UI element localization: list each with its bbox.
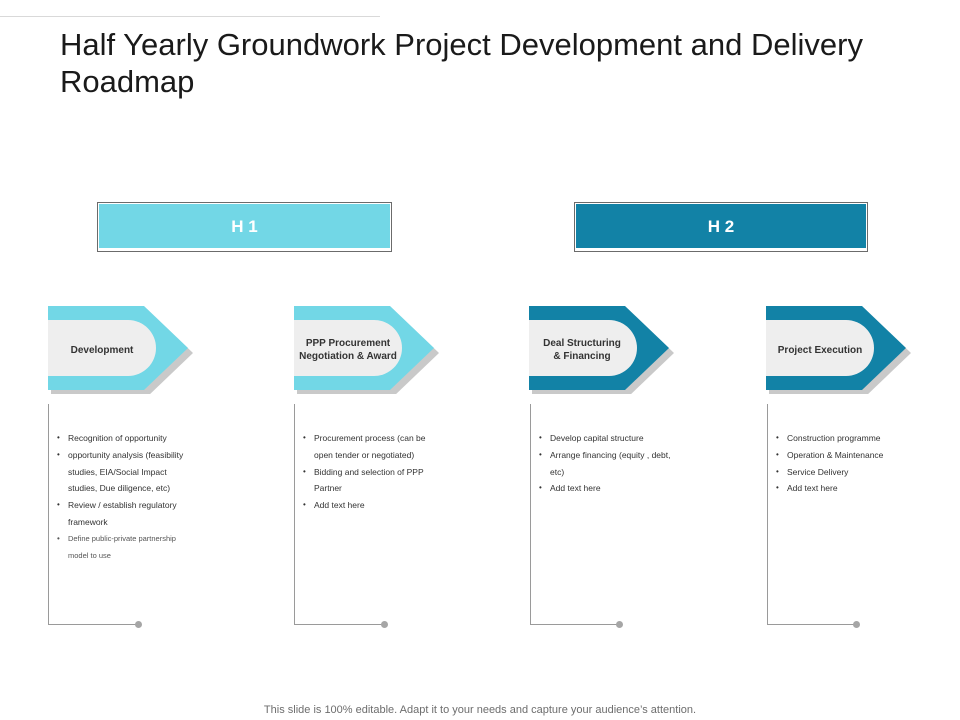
slide-title: Half Yearly Groundwork Project Development and Delivery Roadmap — [60, 27, 863, 99]
list-item: • Operation & Maintenance — [767, 447, 917, 464]
stage-ppp-arrow — [294, 306, 442, 394]
stage-ppp-label: PPP Procurement Negotiation & Award — [299, 338, 397, 362]
list-item: • Review / establish regulatory framework — [48, 497, 188, 531]
list-item: • Define public-private partnership model to use — [48, 531, 188, 565]
stage-development-bullets — [48, 430, 188, 564]
footer-note: This slide is 100% editable. Adapt it to your needs and capture your audience’s attention. — [263, 704, 697, 716]
list-item: • Add text here — [767, 480, 917, 497]
stage-deal-bullets — [530, 430, 675, 497]
stage-execution-arrow — [766, 306, 914, 394]
top-rule — [0, 16, 380, 17]
list-item: • Add text here — [294, 497, 434, 514]
list-item: • Arrange financing (equity , debt, etc) — [530, 447, 675, 481]
stage-execution-dot — [853, 621, 860, 628]
phase-h1-label: H 1 — [231, 217, 258, 236]
stage-execution-label: Project Execution — [777, 344, 863, 356]
stage-deal-label: Deal Structuring & Financing — [543, 338, 621, 362]
list-item: • Service Delivery — [767, 464, 917, 481]
stage-ppp-bullets — [294, 430, 434, 514]
list-item: • Procurement process (can be open tender or negotiated) — [294, 430, 434, 464]
stage-development-dot — [135, 621, 142, 628]
list-item: • Bidding and selection of PPP Partner — [294, 464, 434, 498]
list-item: • Add text here — [530, 480, 675, 497]
phase-h2-label: H 2 — [707, 217, 735, 236]
stage-deal-arrow — [529, 306, 677, 394]
stage-ppp-dot — [381, 621, 388, 628]
list-item: • Develop capital structure — [530, 430, 675, 447]
list-item: • Construction programme — [767, 430, 917, 447]
phase-h2-box — [574, 202, 868, 252]
list-item: • Recognition of opportunity — [48, 430, 188, 447]
stage-execution-bullets — [767, 430, 917, 497]
stage-development-arrow — [48, 306, 196, 394]
phase-h1-box — [97, 202, 392, 252]
stage-development-label: Development — [70, 344, 134, 356]
list-item: • opportunity analysis (feasibility studies, EIA/Social Impact studies, Due diligence, etc) — [48, 447, 188, 497]
stage-deal-dot — [616, 621, 623, 628]
